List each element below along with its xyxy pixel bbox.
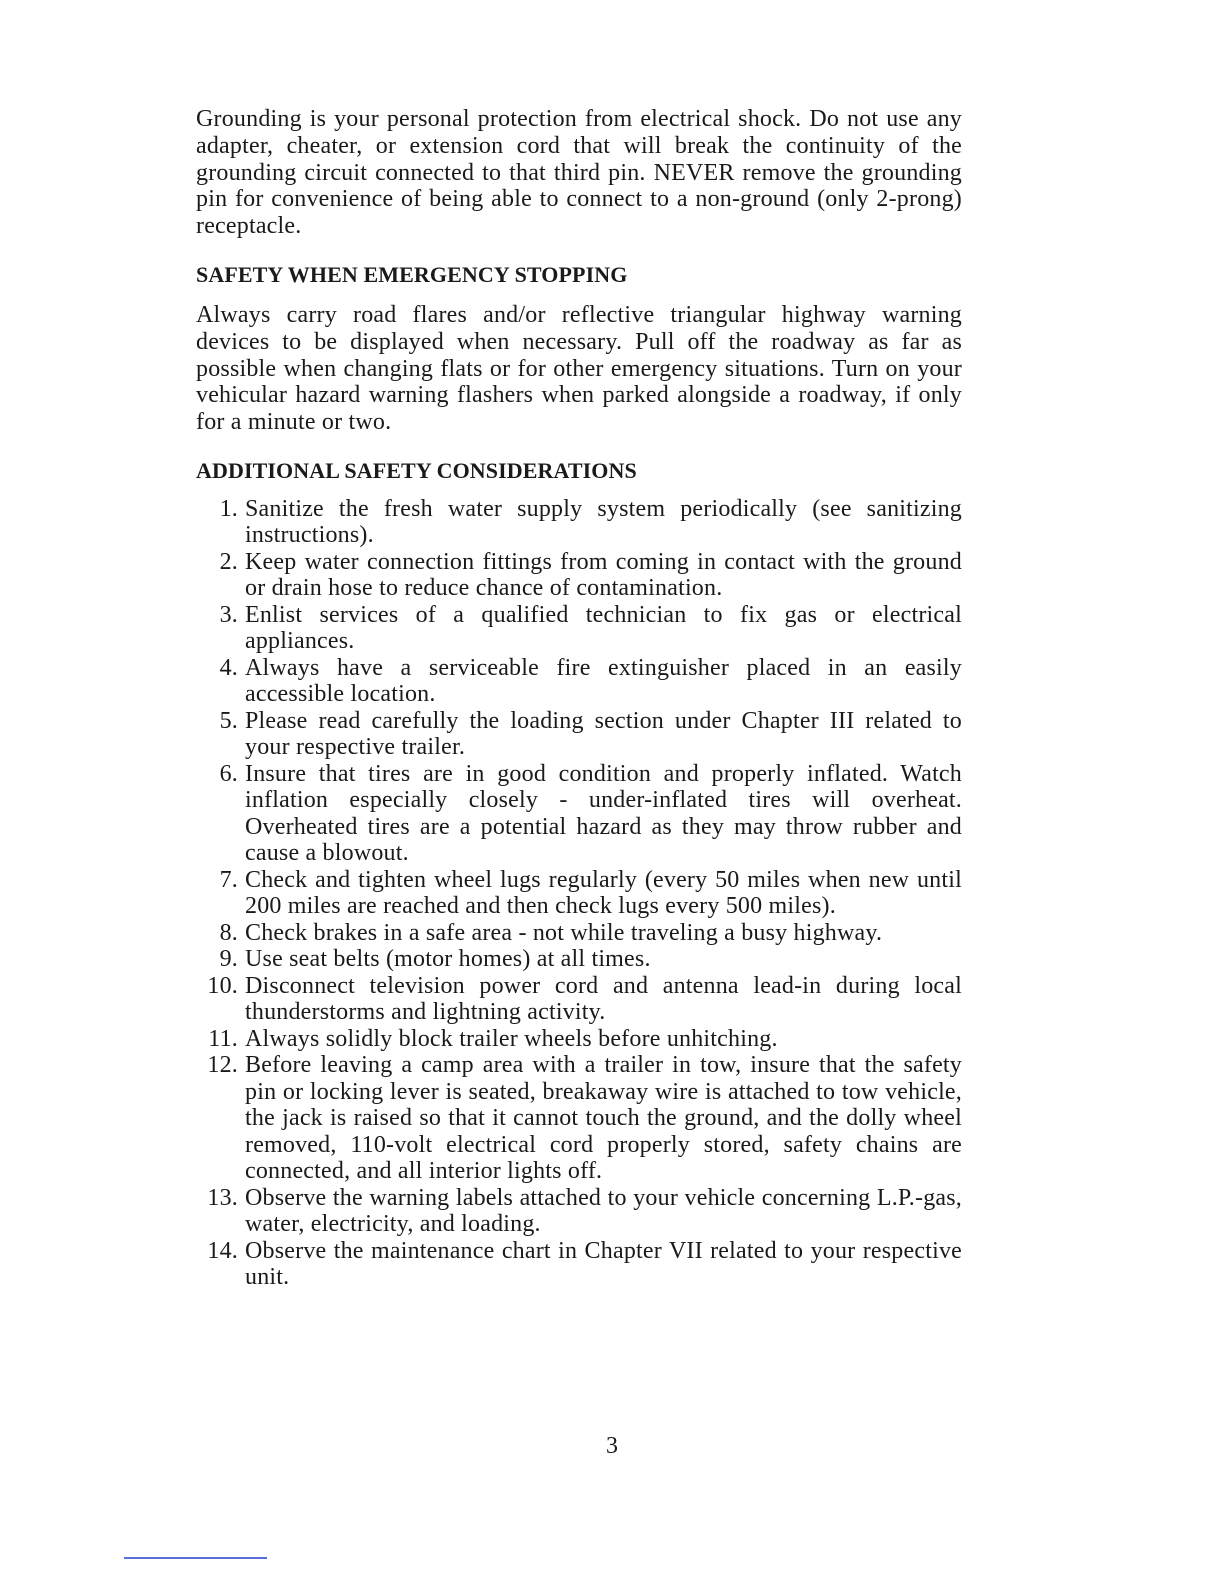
list-item-text: Keep water connection fittings from coming in contact with the ground or drain hose to reduce chance of contamination. <box>245 548 962 602</box>
list-item <box>196 920 962 947</box>
list-item <box>196 946 962 973</box>
list-item <box>196 1026 962 1053</box>
list-item-text: Check and tighten wheel lugs regularly (every 50 miles when new until 200 miles are reached and then check lugs every 500 miles). <box>245 866 962 920</box>
list-item <box>196 867 962 920</box>
list-item <box>196 496 962 549</box>
list-item-number: 3. <box>219 601 238 628</box>
list-item <box>196 602 962 655</box>
list-item-number: 13. <box>207 1184 238 1211</box>
page-content <box>196 106 962 1291</box>
list-item-number: 2. <box>219 548 238 575</box>
list-item-text: Always solidly block trailer wheels before unhitching. <box>245 1025 778 1052</box>
list-item-text: Check brakes in a safe area - not while traveling a busy highway. <box>245 919 883 946</box>
list-item-number: 8. <box>219 919 238 946</box>
list-item <box>196 1185 962 1238</box>
list-item <box>196 708 962 761</box>
list-item <box>196 973 962 1026</box>
list-item-text: Observe the warning labels attached to your vehicle concerning L.P.-gas, water, electricity, and loading. <box>245 1184 962 1238</box>
list-item-number: 14. <box>207 1237 238 1264</box>
list-item-number: 9. <box>219 946 238 973</box>
list-item-text: Disconnect television power cord and antenna lead-in during local thunderstorms and lightning activity. <box>245 972 962 1026</box>
additional-safety-heading: ADDITIONAL SAFETY CONSIDERATIONS <box>196 457 637 483</box>
list-item-number: 6. <box>219 760 238 787</box>
emergency-stopping-heading: SAFETY WHEN EMERGENCY STOPPING <box>196 261 628 287</box>
list-item-text: Always have a serviceable fire extinguisher placed in an easily accessible location. <box>245 654 962 708</box>
list-item-number: 5. <box>219 707 238 734</box>
safety-considerations-list <box>196 496 962 1291</box>
list-item-number: 11. <box>208 1025 238 1052</box>
intro-paragraph: Grounding is your personal protection from electrical shock. Do not use any adapter, cheater, or extension cord that will break the continuity of the grounding circuit connected to that third pin. NEVER remove the grounding pin for convenience of being able to connect to a non-ground (only 2-prong) receptacle. <box>196 106 962 240</box>
list-item-text: Enlist services of a qualified technician to fix gas or electrical appliances. <box>245 601 962 655</box>
emergency-stopping-paragraph: Always carry road flares and/or reflective triangular highway warning devices to be displayed when necessary. Pull off the roadway as far as possible when changing flats or for other emergency situations. Turn on your vehicular hazard warning flashers when parked alongside a roadway, if only for a minute or two. <box>196 301 962 436</box>
list-item-text: Insure that tires are in good condition and properly inflated. Watch inflation especially closely - under-inflated tires will overheat. Overheated tires are a potential hazard as they may throw rubber and cause a blowout. <box>245 760 962 867</box>
list-item-number: 10. <box>207 972 238 999</box>
list-item-text: Use seat belts (motor homes) at all times. <box>245 946 651 973</box>
list-item-number: 4. <box>219 654 238 681</box>
list-item-number: 7. <box>219 866 238 893</box>
footer-rule <box>124 1557 267 1559</box>
list-item-number: 1. <box>219 495 238 522</box>
list-item-text: Sanitize the fresh water supply system periodically (see sanitizing instructions). <box>245 495 962 549</box>
list-item-text: Observe the maintenance chart in Chapter VII related to your respective unit. <box>245 1237 962 1291</box>
list-item-text: Please read carefully the loading section under Chapter III related to your respective trailer. <box>245 707 962 761</box>
page-number: 3 <box>606 1433 618 1459</box>
list-item <box>196 761 962 867</box>
list-item <box>196 549 962 602</box>
list-item <box>196 1238 962 1291</box>
list-item <box>196 655 962 708</box>
list-item-number: 12. <box>207 1052 238 1079</box>
list-item-text: Before leaving a camp area with a trailer in tow, insure that the safety pin or locking lever is seated, breakaway wire is attached to tow vehicle, the jack is raised so that it cannot touch the ground, and the dolly wheel removed, 110-volt electrical cord properly stored, safety chains are connected, and all interior lights off. <box>245 1052 962 1185</box>
list-item <box>196 1052 962 1185</box>
